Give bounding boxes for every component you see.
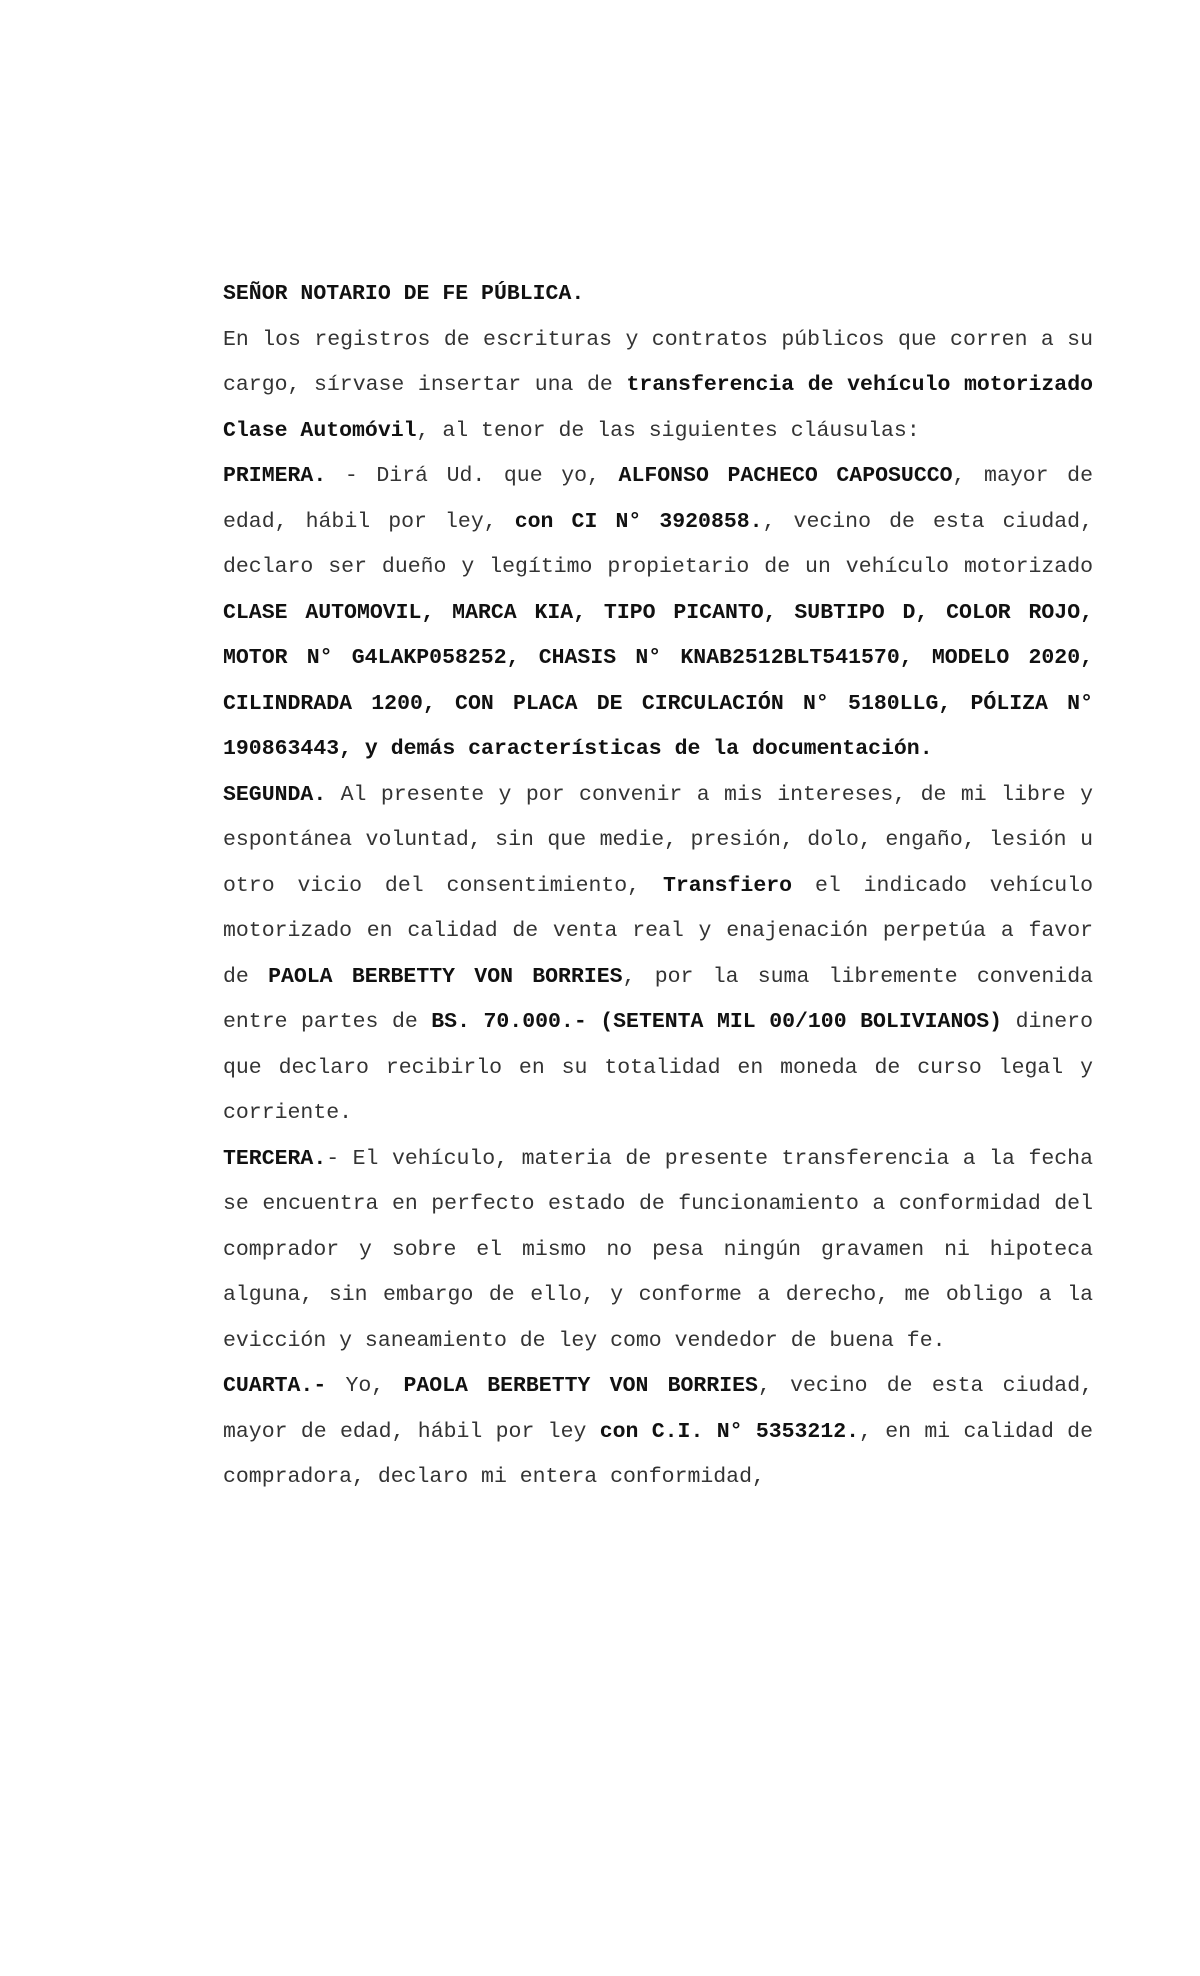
bold-text-run: SEGUNDA. [223, 782, 327, 807]
bold-text-run: PAOLA BERBETTY VON BORRIES [268, 964, 623, 989]
clause-segunda [223, 773, 1093, 1137]
text-run: Yo, [326, 1374, 404, 1398]
text-run: el indicado vehículo motorizado en calidad de venta real y enajenación perpetúa a favor de [223, 873, 1093, 989]
text-run: , vecino de esta ciudad, declaro ser dueño y legítimo propietario de un vehículo motorizado [223, 509, 1093, 579]
document-body [223, 272, 1093, 1501]
text-run: dinero que declaro recibirlo en su totalidad en moneda de curso legal y corriente. [223, 1010, 1093, 1125]
bold-text-run: Transfiero [663, 873, 793, 898]
bold-text-run: PRIMERA. [223, 464, 327, 488]
document-heading: SEÑOR NOTARIO DE FE PÚBLICA. [223, 282, 585, 306]
text-run: , vecino de esta ciudad, mayor de edad, hábil por ley [223, 1374, 1093, 1444]
text-run: - Dirá Ud. que yo, [326, 464, 619, 488]
text-run: - El vehículo, materia de presente transferencia a la fecha se encuentra en perfecto estado de funcionamiento a conformidad del comprador y sobre el mismo no pesa ningún gravamen ni hipoteca alguna, sin embargo de ello, y conforme a derecho, me obligo a la evicción y saneamiento de ley como vendedor de buena fe. [223, 1146, 1093, 1353]
clause-cuarta [223, 1364, 1093, 1501]
text-run: , mayor de edad, hábil por ley, [223, 464, 1093, 534]
bold-text-run: BS. 70.000.- (SETENTA MIL 00/100 BOLIVIANOS) [431, 1010, 1003, 1034]
text-run: , por la suma libremente convenida entre partes de [223, 964, 1093, 1034]
bold-text-run: con CI N° 3920858. [514, 509, 763, 534]
text-run: , al tenor de las siguientes cláusulas: [416, 418, 920, 443]
bold-text-run: con C.I. N° 5353212. [599, 1419, 860, 1444]
bold-text-run: transferencia de vehículo motorizado Clase Automóvil [223, 373, 1093, 443]
paragraph-intro [223, 318, 1093, 455]
bold-text-run: ALFONSO PACHECO CAPOSUCCO [618, 464, 953, 488]
bold-text-run: TERCERA. [223, 1146, 327, 1171]
text-run: Al presente y por convenir a mis intereses, de mi libre y espontánea voluntad, sin que medie, presión, dolo, engaño, lesión u otro vicio del consentimiento, [223, 782, 1093, 898]
bold-text-run: CUARTA.- [223, 1374, 327, 1398]
clause-primera [223, 454, 1093, 773]
clause-tercera [223, 1137, 1093, 1365]
text-run: En los registros de escrituras y contratos públicos que corren a su cargo, sírvase insertar una de [223, 327, 1093, 397]
bold-text-run: PAOLA BERBETTY VON BORRIES [403, 1374, 758, 1398]
bold-text-run: CLASE AUTOMOVIL, MARCA KIA, TIPO PICANTO, SUBTIPO D, COLOR ROJO, MOTOR N° G4LAKP058252, CHASIS N° KNAB2512BLT541570, MODELO 2020, CILINDRADA 1200, CON PLACA DE CIRCULACIÓN N° 5180LLG, PÓLIZA N° 190863443, y demás características de la documentación. [223, 600, 1093, 761]
text-run: , en mi calidad de compradora, declaro mi entera conformidad, [223, 1419, 1093, 1489]
